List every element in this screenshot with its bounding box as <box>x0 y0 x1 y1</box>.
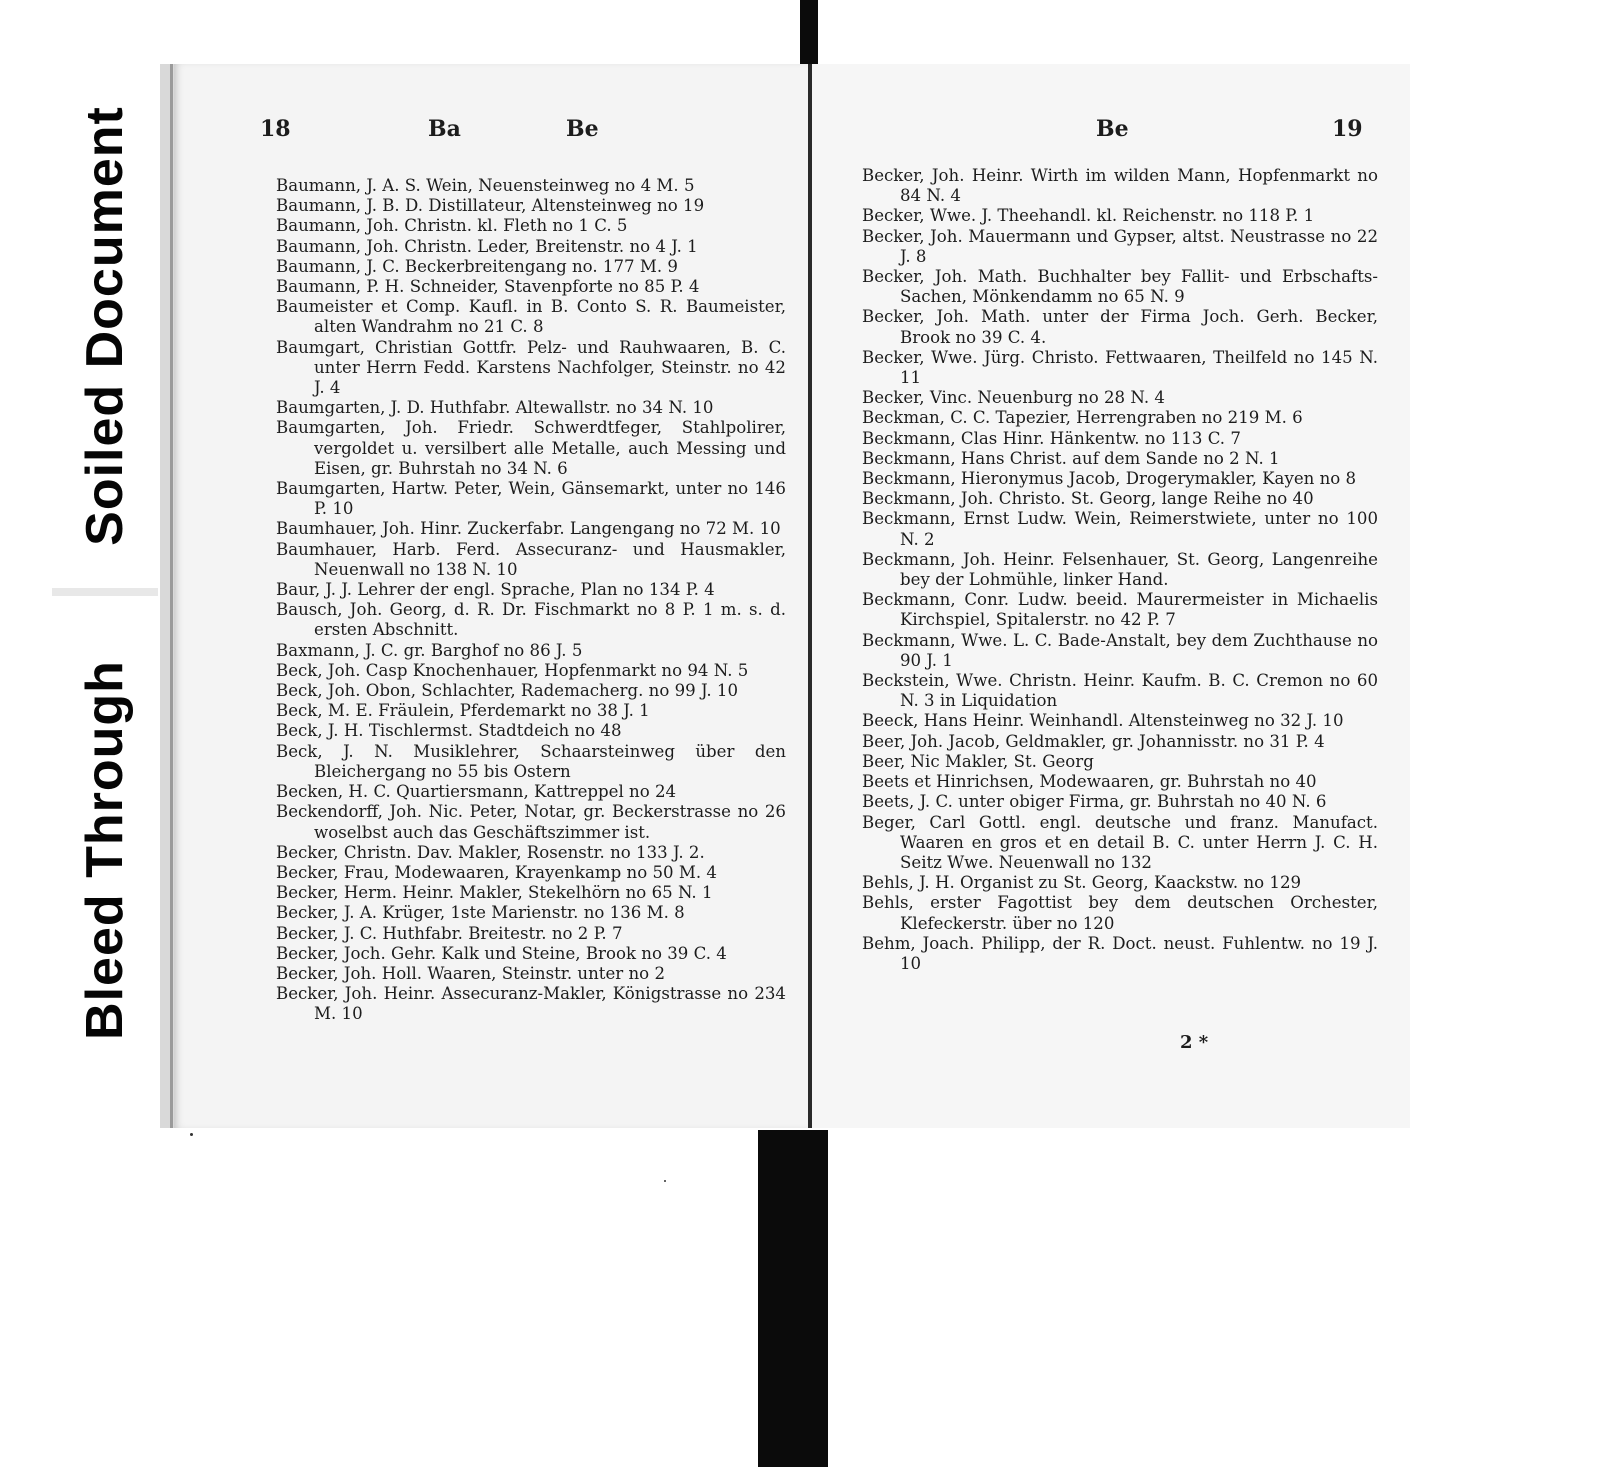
directory-entry: Beck, Joh. Casp Knochenhauer, Hopfenmarkt no 94 N. 5 <box>276 660 749 680</box>
label-divider <box>52 588 158 596</box>
signature-mark: 2 * <box>1180 1032 1209 1053</box>
right-entries-list <box>862 166 1378 974</box>
directory-entry: Beeck, Hans Heinr. Weinhandl. Altensteinweg no 32 J. 10 <box>862 711 1344 731</box>
directory-entry: Beckmann, Conr. Ludw. beeid. Maurermeister in Michaelis Kirchspiel, Spitalerstr. no 42 P. 7 <box>862 590 1378 630</box>
left-running-head <box>174 116 810 152</box>
directory-entry: Beckmann, Ernst Ludw. Wein, Reimerstwiete, unter no 100 N. 2 <box>862 509 1378 549</box>
bleed-through-label-text: Bleed Through <box>76 660 134 1040</box>
directory-entry: Beer, Nic Makler, St. Georg <box>862 751 1094 771</box>
directory-entry: Baumann, J. A. S. Wein, Neuensteinweg no 4 M. 5 <box>276 176 695 195</box>
directory-entry: Beck, M. E. Fräulein, Pferdemarkt no 38 J. 1 <box>276 701 650 721</box>
left-head-be: Be <box>566 116 599 142</box>
directory-entry: Baumgart, Christian Gottfr. Pelz- und Rauhwaaren, B. C. unter Herrn Fedd. Karstens Nachfolger, Steinstr. no 42 J. 4 <box>276 337 786 398</box>
directory-entry: Baumann, J. C. Beckerbreitengang no. 177 M. 9 <box>276 256 678 276</box>
directory-entry: Baumhauer, Joh. Hinr. Zuckerfabr. Langengang no 72 M. 10 <box>276 519 781 539</box>
directory-entry: Baumann, Joh. Christn. Leder, Breitenstr. no 4 J. 1 <box>276 236 698 256</box>
directory-entry: Beets et Hinrichsen, Modewaaren, gr. Buhrstah no 40 <box>862 772 1317 792</box>
right-running-head <box>812 116 1410 152</box>
directory-entry: Baumgarten, Hartw. Peter, Wein, Gänsemarkt, unter no 146 P. 10 <box>276 479 786 519</box>
soiled-document-label-text: Soiled Document <box>76 106 134 546</box>
paper-speck <box>190 1133 193 1136</box>
directory-entry: Beckman, C. C. Tapezier, Herrengraben no 219 M. 6 <box>862 408 1303 428</box>
left-page <box>160 64 810 1128</box>
directory-entry: Beck, J. N. Musiklehrer, Schaarsteinweg über den Bleichergang no 55 bis Ostern <box>276 741 786 781</box>
directory-entry: Beckstein, Wwe. Christn. Heinr. Kaufm. B. C. Cremon no 60 N. 3 in Liquidation <box>862 671 1378 711</box>
right-page-number: 19 <box>1332 116 1363 142</box>
directory-entry: Becker, Joh. Holl. Waaren, Steinstr. unter no 2 <box>276 963 666 983</box>
directory-entry: Becker, Frau, Modewaaren, Krayenkamp no 50 M. 4 <box>276 862 717 882</box>
directory-entry: Baumgarten, Joh. Friedr. Schwerdtfeger, Stahlpolirer, vergoldet u. versilbert alle Metalle, auch Messing und Eisen, gr. Buhrstah no 34 N. 6 <box>276 418 786 478</box>
directory-entry: Behm, Joach. Philipp, der R. Doct. neust. Fuhlentw. no 19 J. 10 <box>862 933 1378 973</box>
directory-entry: Baxmann, J. C. gr. Barghof no 86 J. 5 <box>276 640 583 660</box>
directory-entry: Baur, J. J. Lehrer der engl. Sprache, Plan no 134 P. 4 <box>276 580 715 600</box>
directory-entry: Becker, Joh. Heinr. Assecuranz-Makler, Königstrasse no 234 M. 10 <box>276 984 786 1024</box>
directory-entry: Becker, Joh. Mauermann und Gypser, altst. Neustrasse no 22 J. 8 <box>862 226 1378 266</box>
directory-entry: Becker, Christn. Dav. Makler, Rosenstr. no 133 J. 2. <box>276 842 705 862</box>
directory-entry: Becker, J. C. Huthfabr. Breitestr. no 2 P. 7 <box>276 923 623 943</box>
directory-entry: Beer, Joh. Jacob, Geldmakler, gr. Johannisstr. no 31 P. 4 <box>862 731 1325 751</box>
soiled-document-label <box>52 66 158 586</box>
directory-entry: Becker, Vinc. Neuenburg no 28 N. 4 <box>862 388 1165 408</box>
directory-entry: Baumgarten, J. D. Huthfabr. Altewallstr. no 34 N. 10 <box>276 398 714 418</box>
directory-entry: Baumann, P. H. Schneider, Stavenpforte no 85 P. 4 <box>276 277 700 297</box>
directory-entry: Beckmann, Hans Christ. auf dem Sande no 2 N. 1 <box>862 448 1280 468</box>
directory-entry: Becker, Joh. Math. unter der Firma Joch. Gerh. Becker, Brook no 39 C. 4. <box>862 307 1378 347</box>
directory-entry: Beckmann, Hieronymus Jacob, Drogerymakler, Kayen no 8 <box>862 469 1357 489</box>
directory-entry: Beck, Joh. Obon, Schlachter, Rademacherg. no 99 J. 10 <box>276 681 739 701</box>
paper-speck <box>664 1180 666 1182</box>
directory-entry: Beck, J. H. Tischlermst. Stadtdeich no 48 <box>276 721 622 741</box>
binding-strap-top <box>800 0 818 66</box>
directory-entry: Baumeister et Comp. Kaufl. in B. Conto S. R. Baumeister, alten Wandrahm no 21 C. 8 <box>276 297 786 337</box>
directory-entry: Becker, J. A. Krüger, 1ste Marienstr. no 136 M. 8 <box>276 903 685 923</box>
left-page-number: 18 <box>260 116 291 142</box>
right-page <box>812 64 1410 1128</box>
directory-entry: Becker, Wwe. Jürg. Christo. Fettwaaren, Theilfeld no 145 N. 11 <box>862 347 1378 388</box>
directory-entry: Behls, erster Fagottist bey dem deutschen Orchester, Klefeckerstr. über no 120 <box>862 893 1378 933</box>
directory-entry: Beckmann, Joh. Christo. St. Georg, lange Reihe no 40 <box>862 489 1314 509</box>
directory-entry: Becker, Herm. Heinr. Makler, Stekelhörn no 65 N. 1 <box>276 883 713 903</box>
directory-entry: Baumann, Joh. Christn. kl. Fleth no 1 C. 5 <box>276 216 628 236</box>
directory-entry: Behls, J. H. Organist zu St. Georg, Kaackstw. no 129 <box>862 873 1302 893</box>
directory-entry: Beckmann, Clas Hinr. Hänkentw. no 113 C. 7 <box>862 428 1241 448</box>
binding-strap-bottom <box>758 1130 828 1467</box>
directory-entry: Beckmann, Wwe. L. C. Bade-Anstalt, bey dem Zuchthause no 90 J. 1 <box>862 630 1378 670</box>
left-entries-list <box>276 176 786 1025</box>
directory-entry: Becker, Joch. Gehr. Kalk und Steine, Brook no 39 C. 4 <box>276 943 727 963</box>
directory-entry: Baumann, J. B. D. Distillateur, Altensteinweg no 19 <box>276 196 705 216</box>
directory-entry: Becker, Wwe. J. Theehandl. kl. Reichenstr. no 118 P. 1 <box>862 206 1315 226</box>
directory-entry: Bausch, Joh. Georg, d. R. Dr. Fischmarkt no 8 P. 1 m. s. d. ersten Abschnitt. <box>276 600 786 640</box>
directory-entry: Beckendorff, Joh. Nic. Peter, Notar, gr. Beckerstrasse no 26 woselbst auch das Geschäftszimmer ist. <box>276 802 786 842</box>
bleed-through-label <box>52 600 158 1100</box>
directory-entry: Becken, H. C. Quartiersmann, Kattreppel no 24 <box>276 782 677 802</box>
directory-entry: Becker, Joh. Heinr. Wirth im wilden Mann, Hopfenmarkt no 84 N. 4 <box>862 166 1378 206</box>
directory-entry: Becker, Joh. Math. Buchhalter bey Fallit- und Erbschafts-Sachen, Mönkendamm no 65 N. 9 <box>862 267 1378 307</box>
left-head-ba: Ba <box>428 116 461 142</box>
right-head-be: Be <box>1096 116 1129 142</box>
open-book <box>160 64 1410 1128</box>
directory-entry: Beets, J. C. unter obiger Firma, gr. Buhrstah no 40 N. 6 <box>862 792 1327 812</box>
directory-entry: Beger, Carl Gottl. engl. deutsche und franz. Manufact. Waaren en gros et en detail B. C. unter Herrn J. C. H. Seitz Wwe. Neuenwall no 132 <box>862 812 1378 872</box>
directory-entry: Beckmann, Joh. Heinr. Felsenhauer, St. Georg, Langenreihe bey der Lohmühle, linker Hand. <box>862 549 1378 590</box>
directory-entry: Baumhauer, Harb. Ferd. Assecuranz- und Hausmakler, Neuenwall no 138 N. 10 <box>276 539 786 579</box>
